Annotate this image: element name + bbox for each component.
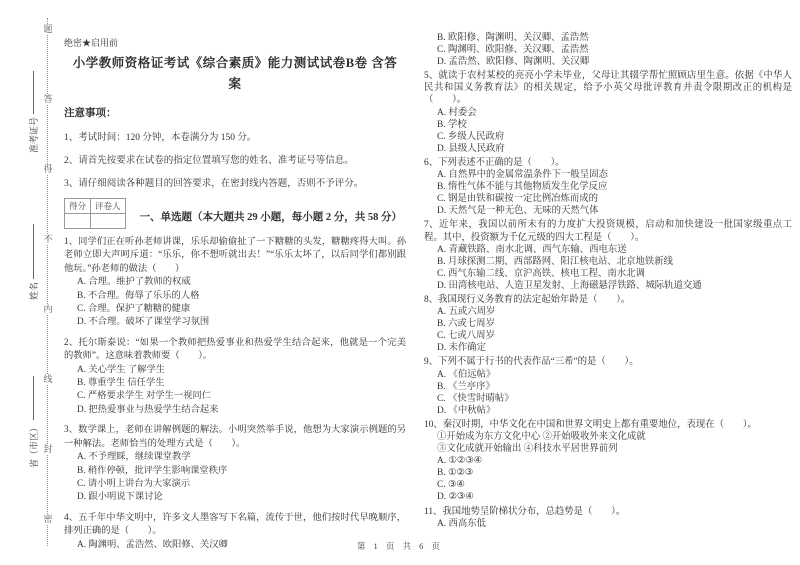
question-option: D. 把热爱事业与热爱学生结合起来 xyxy=(77,404,219,415)
question-option: D. 跟小明说下课讨论 xyxy=(77,492,163,503)
question-option: D. 《中秋帖》 xyxy=(437,405,496,416)
question-option: A. 合理。维护了教师的权威 xyxy=(77,277,191,288)
notice-item: 3、请仔细阅读各种题目的回答要求，在密封线内答题，否则不予评分。 xyxy=(64,179,364,189)
question xyxy=(64,236,406,330)
question-option: C. 严格要求学生 对学生一视同仁 xyxy=(77,391,212,402)
score-table-cell-empty xyxy=(91,214,126,229)
questions-right xyxy=(424,32,792,530)
notice-item: 1、考试时间：120 分钟，本卷满分为 150 分。 xyxy=(64,133,257,143)
question-option: A. 青藏铁路、南水北调、西气东输、西电东送 xyxy=(437,244,627,255)
question xyxy=(424,506,792,530)
exam-number-field xyxy=(26,71,40,153)
seal-line-char: 不 xyxy=(43,234,53,244)
question-option: C. 七或八周岁 xyxy=(437,331,495,342)
questions-left xyxy=(64,236,406,552)
notice-list xyxy=(64,129,406,189)
seal-line-char: 封 xyxy=(43,444,53,454)
question-option: B. 学校 xyxy=(437,119,467,130)
question-option: A. 关心学生 了解学生 xyxy=(77,364,166,375)
question-option: A. 陶渊明、孟浩然、欧阳修、关汉卿 xyxy=(77,539,228,550)
question-option: B. 六或七周岁 xyxy=(437,319,495,330)
name-blank-line xyxy=(33,224,34,279)
seal-line-char: 线 xyxy=(43,374,53,384)
left-column xyxy=(64,36,406,552)
question-option: C. ③④ xyxy=(437,480,465,491)
exam-number-blank-line xyxy=(33,71,34,114)
question-option: B. 惰性气体不能与其他物质发生化学反应 xyxy=(437,182,608,193)
name-field xyxy=(26,224,40,300)
question-option: C. 陶渊明、欧阳修、关汉卿、孟浩然 xyxy=(437,45,589,56)
question-option: D. ②③④ xyxy=(437,492,474,503)
question-option: C. 请小明上讲台为大家演示 xyxy=(77,478,191,489)
score-table xyxy=(64,198,126,229)
score-table-header-grader: 评卷人 xyxy=(91,199,126,214)
question xyxy=(424,419,792,504)
question-option: C. 西气东输二线、京沪高铁、核电工程、南水北调 xyxy=(437,268,645,279)
question-option: A. 村委会 xyxy=(437,107,477,118)
question-stem: 6、下列表述不正确的是（ ）。 xyxy=(424,157,565,168)
secret-label: 绝密★启用前 xyxy=(64,38,119,48)
score-table-header-score: 得分 xyxy=(65,199,91,214)
question-option: A. 五或六周岁 xyxy=(437,307,496,318)
question xyxy=(424,157,792,217)
question-stem: 10、秦汉时期，中华文化在中国和世界文明史上都有重要地位，表现在（ ）。 xyxy=(424,419,757,430)
question-option: B. ①②③ xyxy=(437,468,474,479)
paper-title xyxy=(64,53,406,95)
question-stem: 1、同学们正在听孙老师讲课，乐乐却偷偷扯了一下糖糖的头发，糖糖疼得大叫。孙老师立即大声呵斥道：“乐乐，你不想听就出去！”“乐乐太坏了，以后同学们都别跟他玩。”孙老师的做法（ ） xyxy=(64,237,406,274)
question-option: D. 孟浩然、欧阳修、陶渊明、关汉卿 xyxy=(437,57,590,68)
question-option: B. 《兰亭序》 xyxy=(437,381,495,392)
paper-title-line2: 案 xyxy=(228,77,242,91)
question-option: D. 未作确定 xyxy=(437,343,486,354)
question-option: D. 天然气是一种无色、无味的天然气体 xyxy=(437,206,599,217)
question-option: B. 不合理。侮辱了乐乐的人格 xyxy=(77,290,200,301)
question-stem: 4、五千年中华文明中，许多文人墨客写下名篇，流传于世，他们按时代早晚顺序，排列正确的是（ ）。 xyxy=(64,512,406,537)
question-option: A. 西高东低 xyxy=(437,518,486,529)
question-option: A. ①②③④ xyxy=(437,456,483,467)
question xyxy=(424,70,792,155)
notice-heading: 注意事项： xyxy=(64,108,117,119)
score-table-cell-empty xyxy=(65,214,91,229)
question-option: C. 合理。保护了糖糖的健康 xyxy=(77,304,191,315)
score-section xyxy=(64,198,406,229)
name-label: 姓名 xyxy=(28,281,39,300)
question-option: D. 县级人民政府 xyxy=(437,143,505,154)
question-subitem: ①开始成为东方文化中心 ②开始吸收外来文化成就 xyxy=(437,432,646,442)
paper-title-line1: 小学教师资格证考试《综合素质》能力测试试卷B卷 含答 xyxy=(72,56,398,70)
question-stem: 2、托尔斯泰说：“如果一个教师把热爱事业和热爱学生结合起来，他就是一个完美的教师”。这意味着教师要（ ）。 xyxy=(64,337,406,362)
question-option: B. 尊重学生 信任学生 xyxy=(77,378,165,389)
question xyxy=(424,294,792,354)
question-option: B. 稍作停顿，批评学生影响课堂秩序 xyxy=(77,465,228,476)
question-stem: 3、数学课上，老师在讲解例题的解法。小明突然举手说，他想为大家演示例题的另一种解法。老师恰当的处理方式是（ ）。 xyxy=(64,425,406,449)
province-field xyxy=(26,376,40,468)
question xyxy=(424,219,792,292)
question xyxy=(424,356,792,416)
question xyxy=(64,337,406,417)
question-option: D. 不合理。破坏了课堂学习氛围 xyxy=(77,317,210,328)
question-stem: 9、下列不属于行书的代表作品“三希”的是（ ）。 xyxy=(424,357,639,368)
seal-line-char: 题 xyxy=(43,24,53,34)
seal-line-char: 密 xyxy=(43,514,53,524)
page-footer: 第 1 页 共 6 页 xyxy=(356,541,444,551)
question-option: C. 钢是由铁和碳按一定比例冶炼而成的 xyxy=(437,194,598,205)
question-stem: 11、我国地势呈阶梯状分布，总趋势是（ ）。 xyxy=(424,506,626,517)
seal-line-char: 答 xyxy=(43,94,53,104)
question-option: C. 乡级人民政府 xyxy=(437,131,505,142)
question-stem: 8、我国现行义务教育的法定起始年龄是（ ）。 xyxy=(424,294,631,305)
question-stem: 7、近年来，我国以前所未有的力度扩大投资规模，启动和加快建设一批国家级重点工程。其中，投资额为千亿元级的四大工程是（ ）。 xyxy=(424,220,792,243)
province-blank-line xyxy=(33,376,34,420)
section-heading: 一、单选题（本大题共 29 小题，每小题 2 分，共 58 分） xyxy=(139,212,403,223)
exam-number-label: 准考证号 xyxy=(28,116,39,153)
seal-line-char: 得 xyxy=(43,164,53,174)
question-option: C. 《快雪时晴帖》 xyxy=(437,393,514,404)
question-option: A. 不予理睬，继续课堂教学 xyxy=(77,452,191,463)
province-label: 省（市区） xyxy=(28,422,39,468)
question-stem: 5、就读于农村某校的亮亮小学未毕业，父母让其辍学帮忙照顾店里生意。依据《中华人民共和国义务教育法》的相关规定，给予小英父母批评教育并责令限期改正的机构是（ ）。 xyxy=(424,71,792,106)
question-subitem: ③文化成就开始输出 ④科技水平居世界前列 xyxy=(437,444,618,455)
question-option: A. 自然界中的金属常温条件下一般呈固态 xyxy=(437,170,608,181)
notice-item: 2、请首先按要求在试卷的指定位置填写您的姓名、准考证号等信息。 xyxy=(64,156,354,166)
seal-line-char: 内 xyxy=(43,304,53,314)
question-option: D. 田湾核电站、人造卫星发射、上海磁悬浮铁路、城际轨道交通 xyxy=(437,280,702,291)
question-option: B. 月球探测二期、西部路网、阳江核电站、北京地铁新线 xyxy=(437,256,673,267)
right-column xyxy=(424,32,792,530)
question xyxy=(424,32,792,68)
question-option: B. 欧阳修、陶渊明、关汉卿、孟浩然 xyxy=(437,33,589,43)
question xyxy=(64,424,406,504)
question-option: A. 《伯远帖》 xyxy=(437,369,496,380)
